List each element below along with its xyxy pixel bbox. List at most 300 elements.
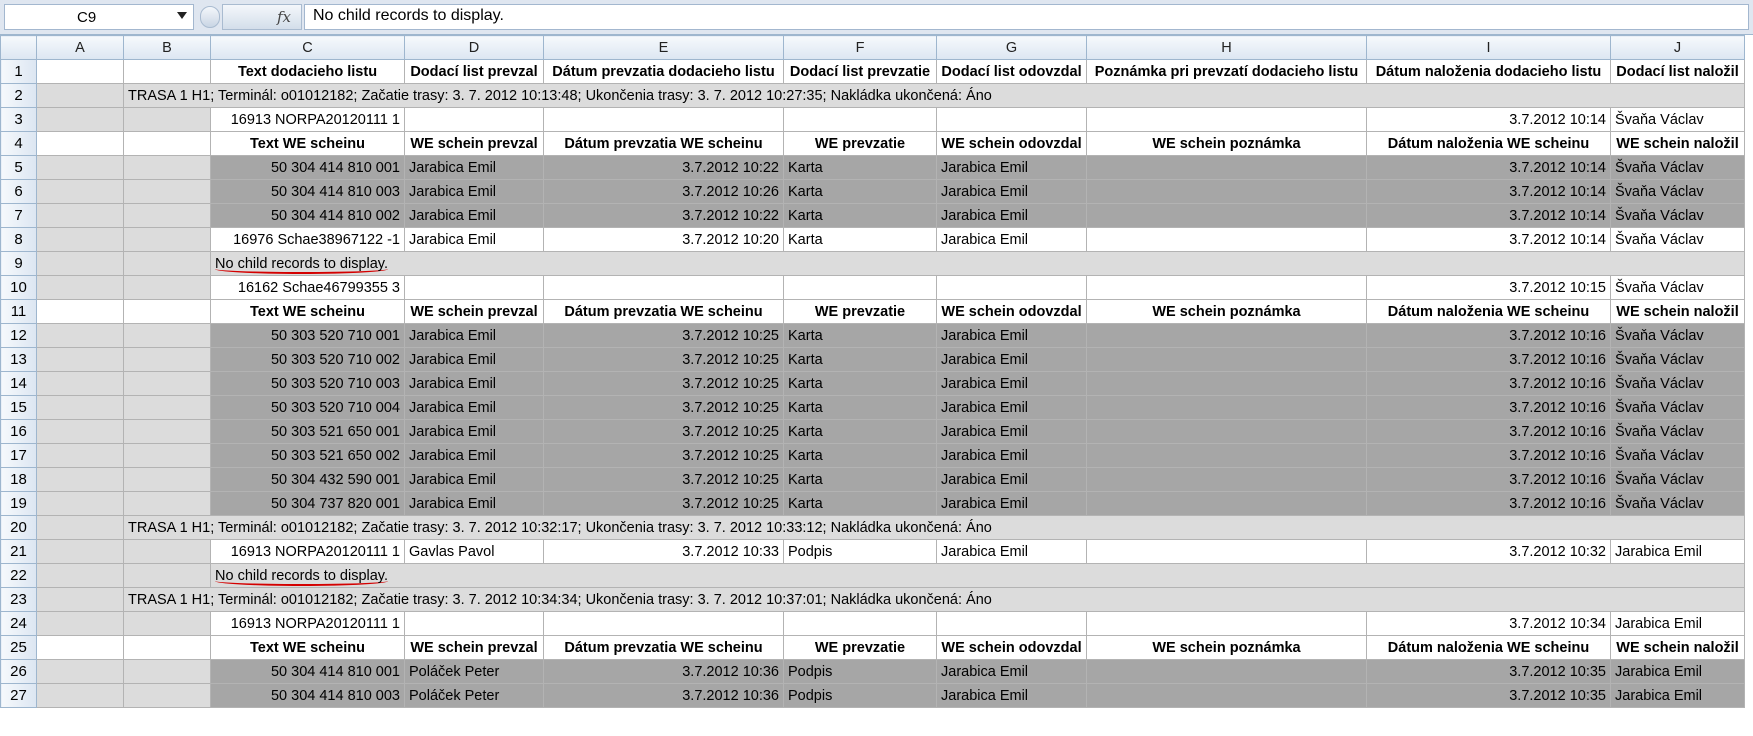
row-10 [1, 276, 1745, 300]
cell-h21[interactable] [1087, 540, 1367, 564]
cell-f4[interactable]: WE prevzatie [784, 132, 937, 156]
cell-a3[interactable] [37, 108, 124, 132]
cell-h6[interactable] [1087, 180, 1367, 204]
row-header-3[interactable]: 3 [1, 108, 37, 132]
cell-b25[interactable] [124, 636, 211, 660]
cell-b17[interactable] [124, 444, 211, 468]
cell-c17[interactable]: 50 303 521 650 002 [211, 444, 405, 468]
cell-e6[interactable]: 3.7.2012 10:26 [544, 180, 784, 204]
row-12 [1, 324, 1745, 348]
cell-c16[interactable]: 50 303 521 650 001 [211, 420, 405, 444]
row-header-2[interactable]: 2 [1, 84, 37, 108]
cell-c21[interactable]: 16913 NORPA20120111 1 [211, 540, 405, 564]
cell-c25[interactable]: Text WE scheinu [211, 636, 405, 660]
row-22 [1, 564, 1745, 588]
cell-c18[interactable]: 50 304 432 590 001 [211, 468, 405, 492]
formula-bar-resize-handle[interactable] [200, 6, 220, 28]
cell-a10[interactable] [37, 276, 124, 300]
row-23 [1, 588, 1745, 612]
row-18 [1, 468, 1745, 492]
cell-i11[interactable]: Dátum naloženia WE scheinu [1367, 300, 1611, 324]
cell-a6[interactable] [37, 180, 124, 204]
cell-e27[interactable]: 3.7.2012 10:36 [544, 684, 784, 708]
cell-j14[interactable]: Švaňa Václav [1611, 372, 1745, 396]
cell-g12[interactable]: Jarabica Emil [937, 324, 1087, 348]
cell-g11[interactable]: WE schein odovzdal [937, 300, 1087, 324]
row-header-14[interactable]: 14 [1, 372, 37, 396]
row-2 [1, 84, 1745, 108]
cell-a2[interactable] [37, 84, 124, 108]
cell-e15[interactable]: 3.7.2012 10:25 [544, 396, 784, 420]
row-header-20[interactable]: 20 [1, 516, 37, 540]
column-header-f[interactable]: F [784, 36, 937, 60]
cell-b18[interactable] [124, 468, 211, 492]
cell-i19[interactable]: 3.7.2012 10:16 [1367, 492, 1611, 516]
cell-b10[interactable] [124, 276, 211, 300]
cell-f24[interactable] [784, 612, 937, 636]
row-header-12[interactable]: 12 [1, 324, 37, 348]
cell-j17[interactable]: Švaňa Václav [1611, 444, 1745, 468]
cell-f7[interactable]: Karta [784, 204, 937, 228]
row-header-10[interactable]: 10 [1, 276, 37, 300]
cell-h16[interactable] [1087, 420, 1367, 444]
cell-f21[interactable]: Podpis [784, 540, 937, 564]
cell-i1[interactable]: Dátum naloženia dodacieho listu [1367, 60, 1611, 84]
cell-b22[interactable] [124, 564, 211, 588]
cell-h25[interactable]: WE schein poznámka [1087, 636, 1367, 660]
cell-i4[interactable]: Dátum naloženia WE scheinu [1367, 132, 1611, 156]
cell-b4[interactable] [124, 132, 211, 156]
cell-c1[interactable]: Text dodacieho listu [211, 60, 405, 84]
cell-f26[interactable]: Podpis [784, 660, 937, 684]
cell-c24[interactable]: 16913 NORPA20120111 1 [211, 612, 405, 636]
cell-c8[interactable]: 16976 Schae38967122 -1 [211, 228, 405, 252]
cell-h11[interactable]: WE schein poznámka [1087, 300, 1367, 324]
cell-f8[interactable]: Karta [784, 228, 937, 252]
column-header-d[interactable]: D [405, 36, 544, 60]
cell-f18[interactable]: Karta [784, 468, 937, 492]
cell-f11[interactable]: WE prevzatie [784, 300, 937, 324]
cell-h7[interactable] [1087, 204, 1367, 228]
cell-d7[interactable]: Jarabica Emil [405, 204, 544, 228]
cell-g19[interactable]: Jarabica Emil [937, 492, 1087, 516]
cell-a1[interactable] [37, 60, 124, 84]
cell-e1[interactable]: Dátum prevzatia dodacieho listu [544, 60, 784, 84]
cell-b7[interactable] [124, 204, 211, 228]
cell-c26[interactable]: 50 304 414 810 001 [211, 660, 405, 684]
cell-c4[interactable]: Text WE scheinu [211, 132, 405, 156]
cell-i21[interactable]: 3.7.2012 10:32 [1367, 540, 1611, 564]
cell-e5[interactable]: 3.7.2012 10:22 [544, 156, 784, 180]
column-header-h[interactable]: H [1087, 36, 1367, 60]
cell-h14[interactable] [1087, 372, 1367, 396]
row-4 [1, 132, 1745, 156]
cell-i25[interactable]: Dátum naloženia WE scheinu [1367, 636, 1611, 660]
row-header-19[interactable]: 19 [1, 492, 37, 516]
cell-g8[interactable]: Jarabica Emil [937, 228, 1087, 252]
cell-b1[interactable] [124, 60, 211, 84]
cell-d18[interactable]: Jarabica Emil [405, 468, 544, 492]
cell-i27[interactable]: 3.7.2012 10:35 [1367, 684, 1611, 708]
cell-h26[interactable] [1087, 660, 1367, 684]
cell-i10[interactable]: 3.7.2012 10:15 [1367, 276, 1611, 300]
worksheet-grid [0, 35, 1745, 708]
cell-e12[interactable]: 3.7.2012 10:25 [544, 324, 784, 348]
row-25 [1, 636, 1745, 660]
row-header-22[interactable]: 22 [1, 564, 37, 588]
cell-g13[interactable]: Jarabica Emil [937, 348, 1087, 372]
cell-e16[interactable]: 3.7.2012 10:25 [544, 420, 784, 444]
no-child-records-cell[interactable] [211, 252, 1745, 276]
no-child-records-text: No child records to display. [215, 255, 389, 272]
row-header-6[interactable]: 6 [1, 180, 37, 204]
cell-j24[interactable]: Jarabica Emil [1611, 612, 1745, 636]
cell-f19[interactable]: Karta [784, 492, 937, 516]
cell-d6[interactable]: Jarabica Emil [405, 180, 544, 204]
cell-b11[interactable] [124, 300, 211, 324]
cell-d12[interactable]: Jarabica Emil [405, 324, 544, 348]
cell-d5[interactable]: Jarabica Emil [405, 156, 544, 180]
cell-d14[interactable]: Jarabica Emil [405, 372, 544, 396]
cell-a13[interactable] [37, 348, 124, 372]
cell-f10[interactable] [784, 276, 937, 300]
formula-input[interactable]: No child records to display. [304, 4, 1749, 30]
cell-i18[interactable]: 3.7.2012 10:16 [1367, 468, 1611, 492]
row-27 [1, 684, 1745, 708]
row-header-13[interactable]: 13 [1, 348, 37, 372]
cell-d10[interactable] [405, 276, 544, 300]
cell-j1[interactable]: Dodací list naložil [1611, 60, 1745, 84]
cell-i14[interactable]: 3.7.2012 10:16 [1367, 372, 1611, 396]
cell-f6[interactable]: Karta [784, 180, 937, 204]
cell-a22[interactable] [37, 564, 124, 588]
cell-c15[interactable]: 50 303 520 710 004 [211, 396, 405, 420]
cell-d24[interactable] [405, 612, 544, 636]
cell-e17[interactable]: 3.7.2012 10:25 [544, 444, 784, 468]
row-header-17[interactable]: 17 [1, 444, 37, 468]
cell-j11[interactable]: WE schein naložil [1611, 300, 1745, 324]
cell-j6[interactable]: Švaňa Václav [1611, 180, 1745, 204]
cell-h13[interactable] [1087, 348, 1367, 372]
cell-h12[interactable] [1087, 324, 1367, 348]
cell-h4[interactable]: WE schein poznámka [1087, 132, 1367, 156]
cell-a26[interactable] [37, 660, 124, 684]
cell-c14[interactable]: 50 303 520 710 003 [211, 372, 405, 396]
cell-h8[interactable] [1087, 228, 1367, 252]
cell-g26[interactable]: Jarabica Emil [937, 660, 1087, 684]
row-8 [1, 228, 1745, 252]
cell-j21[interactable]: Jarabica Emil [1611, 540, 1745, 564]
row-26 [1, 660, 1745, 684]
cell-i8[interactable]: 3.7.2012 10:14 [1367, 228, 1611, 252]
cell-a11[interactable] [37, 300, 124, 324]
cell-c12[interactable]: 50 303 520 710 001 [211, 324, 405, 348]
cell-f12[interactable]: Karta [784, 324, 937, 348]
cell-c7[interactable]: 50 304 414 810 002 [211, 204, 405, 228]
select-all-corner[interactable] [1, 36, 37, 60]
cell-h24[interactable] [1087, 612, 1367, 636]
cell-j25[interactable]: WE schein naložil [1611, 636, 1745, 660]
cell-b5[interactable] [124, 156, 211, 180]
cell-i12[interactable]: 3.7.2012 10:16 [1367, 324, 1611, 348]
row-header-24[interactable]: 24 [1, 612, 37, 636]
cell-f17[interactable]: Karta [784, 444, 937, 468]
cell-e3[interactable] [544, 108, 784, 132]
row-header-9[interactable]: 9 [1, 252, 37, 276]
cell-a17[interactable] [37, 444, 124, 468]
cell-d1[interactable]: Dodací list prevzal [405, 60, 544, 84]
cell-a27[interactable] [37, 684, 124, 708]
cell-g14[interactable]: Jarabica Emil [937, 372, 1087, 396]
column-header-g[interactable]: G [937, 36, 1087, 60]
column-header-e[interactable]: E [544, 36, 784, 60]
cell-e4[interactable]: Dátum prevzatia WE scheinu [544, 132, 784, 156]
cell-g4[interactable]: WE schein odovzdal [937, 132, 1087, 156]
cell-e25[interactable]: Dátum prevzatia WE scheinu [544, 636, 784, 660]
cell-d27[interactable]: Poláček Peter [405, 684, 544, 708]
row-17 [1, 444, 1745, 468]
cell-b9[interactable] [124, 252, 211, 276]
name-box[interactable] [4, 4, 194, 30]
cell-j18[interactable]: Švaňa Václav [1611, 468, 1745, 492]
cell-e19[interactable]: 3.7.2012 10:25 [544, 492, 784, 516]
row-header-27[interactable]: 27 [1, 684, 37, 708]
cell-e26[interactable]: 3.7.2012 10:36 [544, 660, 784, 684]
cell-e13[interactable]: 3.7.2012 10:25 [544, 348, 784, 372]
cell-g10[interactable] [937, 276, 1087, 300]
cell-e18[interactable]: 3.7.2012 10:25 [544, 468, 784, 492]
cell-i16[interactable]: 3.7.2012 10:16 [1367, 420, 1611, 444]
no-child-records-text: No child records to display. [215, 567, 389, 584]
cell-a19[interactable] [37, 492, 124, 516]
cell-g25[interactable]: WE schein odovzdal [937, 636, 1087, 660]
cell-b3[interactable] [124, 108, 211, 132]
trasa-summary-cell[interactable]: TRASA 1 H1; Terminál: o01012182; Začatie trasy: 3. 7. 2012 10:13:48; Ukončenia trasy: 3. 7. 2012 10:27:35; Nakládka ukončená: Áno [124, 84, 1745, 108]
cell-d26[interactable]: Poláček Peter [405, 660, 544, 684]
row-header-5[interactable]: 5 [1, 156, 37, 180]
cell-a5[interactable] [37, 156, 124, 180]
cell-d25[interactable]: WE schein prevzal [405, 636, 544, 660]
column-header-a[interactable]: A [37, 36, 124, 60]
chevron-down-icon[interactable] [177, 12, 187, 19]
row-15 [1, 396, 1745, 420]
cell-j15[interactable]: Švaňa Václav [1611, 396, 1745, 420]
cell-g18[interactable]: Jarabica Emil [937, 468, 1087, 492]
row-header-21[interactable]: 21 [1, 540, 37, 564]
cell-f15[interactable]: Karta [784, 396, 937, 420]
cell-b14[interactable] [124, 372, 211, 396]
column-header-c[interactable]: C [211, 36, 405, 60]
column-header-b[interactable]: B [124, 36, 211, 60]
cell-a9[interactable] [37, 252, 124, 276]
trasa-summary-cell[interactable]: TRASA 1 H1; Terminál: o01012182; Začatie trasy: 3. 7. 2012 10:32:17; Ukončenia trasy: 3. 7. 2012 10:33:12; Nakládka ukončená: Áno [124, 516, 1745, 540]
row-header-15[interactable]: 15 [1, 396, 37, 420]
cell-g27[interactable]: Jarabica Emil [937, 684, 1087, 708]
cell-f5[interactable]: Karta [784, 156, 937, 180]
cell-g5[interactable]: Jarabica Emil [937, 156, 1087, 180]
cell-c3[interactable]: 16913 NORPA20120111 1 [211, 108, 405, 132]
cell-a18[interactable] [37, 468, 124, 492]
row-header-11[interactable]: 11 [1, 300, 37, 324]
row-9 [1, 252, 1745, 276]
cell-c27[interactable]: 50 304 414 810 003 [211, 684, 405, 708]
cell-e21[interactable]: 3.7.2012 10:33 [544, 540, 784, 564]
cell-h19[interactable] [1087, 492, 1367, 516]
cell-c10[interactable]: 16162 Schae46799355 3 [211, 276, 405, 300]
cell-g17[interactable]: Jarabica Emil [937, 444, 1087, 468]
cell-b8[interactable] [124, 228, 211, 252]
cell-h18[interactable] [1087, 468, 1367, 492]
cell-e8[interactable]: 3.7.2012 10:20 [544, 228, 784, 252]
cell-b27[interactable] [124, 684, 211, 708]
cell-i15[interactable]: 3.7.2012 10:16 [1367, 396, 1611, 420]
cell-b19[interactable] [124, 492, 211, 516]
name-box-value: C9 [77, 9, 97, 26]
cell-f25[interactable]: WE prevzatie [784, 636, 937, 660]
cell-a15[interactable] [37, 396, 124, 420]
row-header-26[interactable]: 26 [1, 660, 37, 684]
cell-f14[interactable]: Karta [784, 372, 937, 396]
cell-a24[interactable] [37, 612, 124, 636]
cell-i13[interactable]: 3.7.2012 10:16 [1367, 348, 1611, 372]
cell-h27[interactable] [1087, 684, 1367, 708]
row-header-8[interactable]: 8 [1, 228, 37, 252]
cell-b13[interactable] [124, 348, 211, 372]
cell-i5[interactable]: 3.7.2012 10:14 [1367, 156, 1611, 180]
row-1 [1, 60, 1745, 84]
cell-b24[interactable] [124, 612, 211, 636]
cell-d19[interactable]: Jarabica Emil [405, 492, 544, 516]
cell-a14[interactable] [37, 372, 124, 396]
cell-a4[interactable] [37, 132, 124, 156]
cell-b16[interactable] [124, 420, 211, 444]
cell-b15[interactable] [124, 396, 211, 420]
cell-b21[interactable] [124, 540, 211, 564]
row-header-7[interactable]: 7 [1, 204, 37, 228]
cell-i3[interactable]: 3.7.2012 10:14 [1367, 108, 1611, 132]
cell-f3[interactable] [784, 108, 937, 132]
row-13 [1, 348, 1745, 372]
cell-h3[interactable] [1087, 108, 1367, 132]
cell-a7[interactable] [37, 204, 124, 228]
cell-c11[interactable]: Text WE scheinu [211, 300, 405, 324]
cell-f16[interactable]: Karta [784, 420, 937, 444]
cell-a21[interactable] [37, 540, 124, 564]
row-header-23[interactable]: 23 [1, 588, 37, 612]
cell-h15[interactable] [1087, 396, 1367, 420]
cell-h1[interactable]: Poznámka pri prevzatí dodacieho listu [1087, 60, 1367, 84]
cell-j7[interactable]: Švaňa Václav [1611, 204, 1745, 228]
formula-bar [0, 0, 1753, 35]
cell-j16[interactable]: Švaňa Václav [1611, 420, 1745, 444]
insert-function-button[interactable] [222, 4, 302, 30]
cell-d16[interactable]: Jarabica Emil [405, 420, 544, 444]
cell-d3[interactable] [405, 108, 544, 132]
cell-e24[interactable] [544, 612, 784, 636]
cell-j12[interactable]: Švaňa Václav [1611, 324, 1745, 348]
cell-a16[interactable] [37, 420, 124, 444]
cell-c6[interactable]: 50 304 414 810 003 [211, 180, 405, 204]
trasa-summary-cell[interactable]: TRASA 1 H1; Terminál: o01012182; Začatie trasy: 3. 7. 2012 10:34:34; Ukončenia trasy: 3. 7. 2012 10:37:01; Nakládka ukončená: Áno [124, 588, 1745, 612]
cell-j19[interactable]: Švaňa Václav [1611, 492, 1745, 516]
cell-a25[interactable] [37, 636, 124, 660]
cell-h10[interactable] [1087, 276, 1367, 300]
cell-b26[interactable] [124, 660, 211, 684]
cell-g16[interactable]: Jarabica Emil [937, 420, 1087, 444]
cell-j26[interactable]: Jarabica Emil [1611, 660, 1745, 684]
row-header-4[interactable]: 4 [1, 132, 37, 156]
cell-b6[interactable] [124, 180, 211, 204]
cell-j5[interactable]: Švaňa Václav [1611, 156, 1745, 180]
row-11 [1, 300, 1745, 324]
cell-a12[interactable] [37, 324, 124, 348]
cell-h17[interactable] [1087, 444, 1367, 468]
cell-d11[interactable]: WE schein prevzal [405, 300, 544, 324]
row-header-1[interactable]: 1 [1, 60, 37, 84]
cell-c13[interactable]: 50 303 520 710 002 [211, 348, 405, 372]
cell-d8[interactable]: Jarabica Emil [405, 228, 544, 252]
cell-g3[interactable] [937, 108, 1087, 132]
no-child-records-cell[interactable] [211, 564, 1745, 588]
column-header-j[interactable]: J [1611, 36, 1745, 60]
cell-i17[interactable]: 3.7.2012 10:16 [1367, 444, 1611, 468]
cell-j3[interactable]: Švaňa Václav [1611, 108, 1745, 132]
row-7 [1, 204, 1745, 228]
cell-f27[interactable]: Podpis [784, 684, 937, 708]
column-header-i[interactable]: I [1367, 36, 1611, 60]
row-6 [1, 180, 1745, 204]
cell-g7[interactable]: Jarabica Emil [937, 204, 1087, 228]
cell-d4[interactable]: WE schein prevzal [405, 132, 544, 156]
cell-i6[interactable]: 3.7.2012 10:14 [1367, 180, 1611, 204]
cell-j4[interactable]: WE schein naložil [1611, 132, 1745, 156]
cell-a23[interactable] [37, 588, 124, 612]
cell-d21[interactable]: Gavlas Pavol [405, 540, 544, 564]
cell-g1[interactable]: Dodací list odovzdal [937, 60, 1087, 84]
cell-d13[interactable]: Jarabica Emil [405, 348, 544, 372]
cell-b12[interactable] [124, 324, 211, 348]
cell-e10[interactable] [544, 276, 784, 300]
cell-c19[interactable]: 50 304 737 820 001 [211, 492, 405, 516]
cell-g21[interactable]: Jarabica Emil [937, 540, 1087, 564]
cell-j27[interactable]: Jarabica Emil [1611, 684, 1745, 708]
cell-c5[interactable]: 50 304 414 810 001 [211, 156, 405, 180]
cell-e11[interactable]: Dátum prevzatia WE scheinu [544, 300, 784, 324]
cell-j8[interactable]: Švaňa Václav [1611, 228, 1745, 252]
cell-f13[interactable]: Karta [784, 348, 937, 372]
row-header-16[interactable]: 16 [1, 420, 37, 444]
cell-d17[interactable]: Jarabica Emil [405, 444, 544, 468]
cell-g6[interactable]: Jarabica Emil [937, 180, 1087, 204]
row-header-25[interactable]: 25 [1, 636, 37, 660]
cell-i24[interactable]: 3.7.2012 10:34 [1367, 612, 1611, 636]
cell-d15[interactable]: Jarabica Emil [405, 396, 544, 420]
cell-j10[interactable]: Švaňa Václav [1611, 276, 1745, 300]
cell-g15[interactable]: Jarabica Emil [937, 396, 1087, 420]
cell-i7[interactable]: 3.7.2012 10:14 [1367, 204, 1611, 228]
cell-a20[interactable] [37, 516, 124, 540]
cell-f1[interactable]: Dodací list prevzatie [784, 60, 937, 84]
cell-a8[interactable] [37, 228, 124, 252]
cell-g24[interactable] [937, 612, 1087, 636]
row-header-18[interactable]: 18 [1, 468, 37, 492]
row-16 [1, 420, 1745, 444]
cell-j13[interactable]: Švaňa Václav [1611, 348, 1745, 372]
cell-e7[interactable]: 3.7.2012 10:22 [544, 204, 784, 228]
cell-i26[interactable]: 3.7.2012 10:35 [1367, 660, 1611, 684]
cell-h5[interactable] [1087, 156, 1367, 180]
cell-e14[interactable]: 3.7.2012 10:25 [544, 372, 784, 396]
